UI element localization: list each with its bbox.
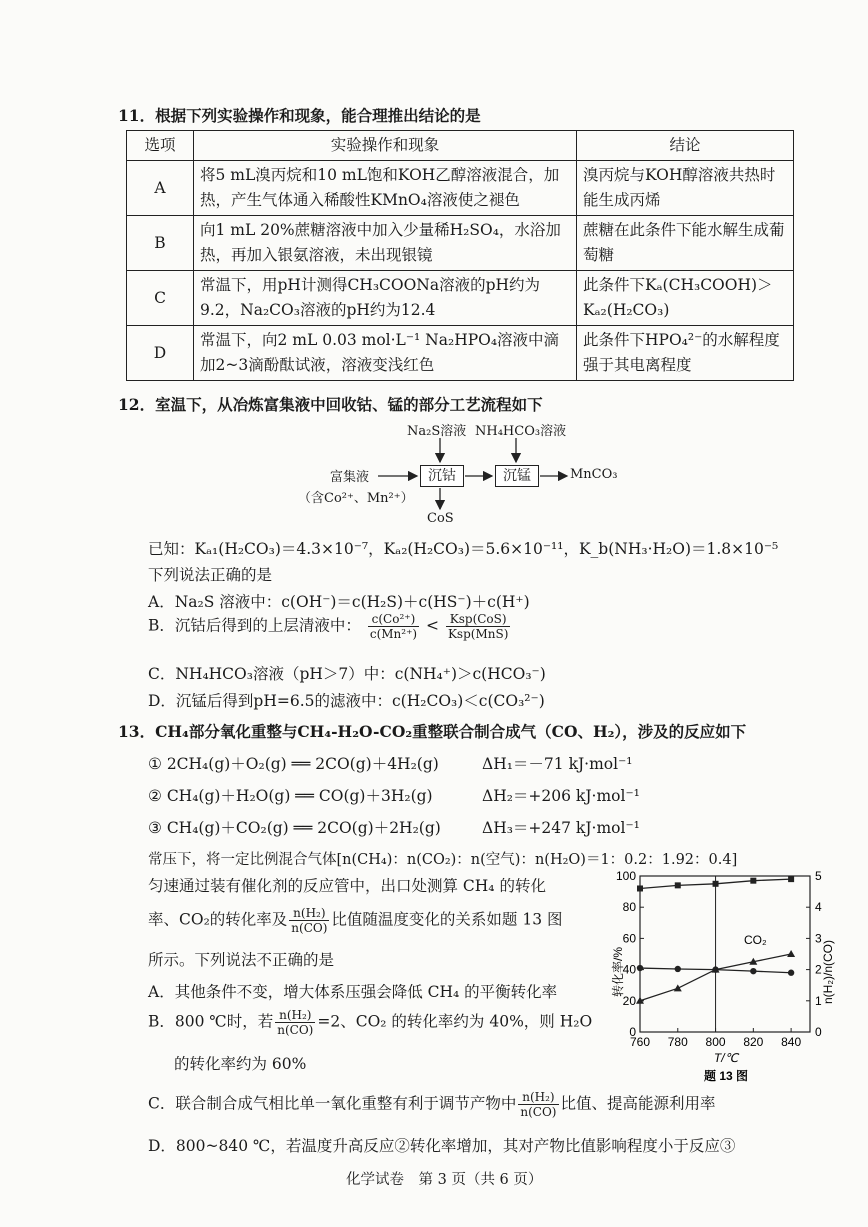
chart-ticks xyxy=(616,869,822,1049)
table-row xyxy=(127,271,794,326)
frac-denominator: n(CO) xyxy=(520,1105,557,1119)
series-1-point xyxy=(750,878,756,884)
y-right-tick-label: 1 xyxy=(815,993,822,1008)
series-3-point xyxy=(637,965,643,971)
chart-caption: 题 13 图 xyxy=(703,1069,749,1083)
q12-option-b-text: B．沉钴后得到的上层清液中： xyxy=(148,616,361,635)
q13-stem: 13．CH₄部分氧化重整与CH₄-H₂O-CO₂重整联合制合成气（CO、H₂），涉及的反应如下 xyxy=(118,722,747,741)
q13-option-b-fraction xyxy=(275,1008,315,1037)
x-tick-label: 800 xyxy=(705,1035,726,1049)
y-right-tick-label: 4 xyxy=(815,900,822,915)
x-tick-label: 840 xyxy=(781,1035,802,1049)
q13-enthalpy-1: ΔH₁＝－71 kJ·mol⁻¹ xyxy=(482,755,633,773)
q11-table xyxy=(126,130,794,381)
q13-option-c-1: C．联合制合成气相比单一氧化重整有利于调节产物中 xyxy=(148,1094,517,1113)
row-operation: 常温下，用pH计测得CH₃COONa溶液的pH约为9.2，Na₂CO₃溶液的pH约为12.4 xyxy=(194,271,577,326)
x-tick-label: 760 xyxy=(629,1035,651,1049)
chart-series-label-co2: CO₂ xyxy=(744,933,767,947)
q13-para-1: 常压下，将一定比例混合气体[n(CH₄)：n(CO₂)：n(空气)：n(H₂O)＝1：0.2：1.92：0.4] xyxy=(148,852,738,868)
q13-chart xyxy=(600,862,835,1097)
frac-numerator: n(H₂) xyxy=(275,1008,315,1023)
frac-numerator: c(Co²⁺) xyxy=(368,612,419,627)
frac-denominator: n(CO) xyxy=(277,1023,314,1037)
table-header-row xyxy=(127,131,794,161)
row-option: D xyxy=(127,326,194,381)
y-right-tick-label: 3 xyxy=(815,931,822,946)
chart-xlabel: T/℃ xyxy=(713,1051,739,1065)
flow-reagent-nh4hco3: NH₄HCO₃溶液 xyxy=(475,424,567,439)
q13-option-c-2: 比值、提高能源利用率 xyxy=(560,1094,716,1113)
row-option: C xyxy=(127,271,194,326)
q13-para-3 xyxy=(148,906,563,935)
series-1-point xyxy=(713,881,719,887)
q13-option-a: A．其他条件不变，增大体系压强会降低 CH₄ 的平衡转化率 xyxy=(148,983,558,1001)
x-tick-label: 820 xyxy=(743,1035,764,1049)
y-left-tick-label: 80 xyxy=(622,900,636,915)
q12-option-a: A．Na₂S 溶液中：c(OH⁻)＝c(H₂S)＋c(HS⁻)＋c(H⁺) xyxy=(148,593,530,611)
header-option: 选项 xyxy=(127,131,194,161)
frac-denominator: c(Mn²⁺) xyxy=(369,627,418,641)
flow-step-cobalt: 沉钴 xyxy=(420,465,464,487)
row-conclusion: 蔗糖在此条件下能水解生成葡萄糖 xyxy=(577,216,794,271)
header-operation: 实验操作和现象 xyxy=(194,131,577,161)
page-footer: 化学试卷 第 3 页（共 6 页） xyxy=(346,1172,543,1188)
q13-ratio-fraction xyxy=(289,906,329,935)
y-left-tick-label: 0 xyxy=(629,1025,636,1039)
q13-para-3-a: 率、CO₂的转化率及 xyxy=(148,910,288,929)
series-3-point xyxy=(788,970,794,976)
y-left-tick-label: 100 xyxy=(615,869,636,883)
frac-denominator: n(CO) xyxy=(291,921,328,935)
series-3-point xyxy=(750,968,756,974)
row-operation: 将5 mL溴丙烷和10 mL饱和KOH乙醇溶液混合，加热，产生气体通入稀酸性KMnO₄溶液使之褪色 xyxy=(194,161,577,216)
table-row xyxy=(127,161,794,216)
q12-option-d: D．沉锰后得到pH=6.5的滤液中：c(H₂CO₃)＜c(CO₃²⁻) xyxy=(148,692,545,710)
y-right-tick-label: 5 xyxy=(815,869,822,883)
frac-denominator: Ksp(MnS) xyxy=(447,627,509,641)
frac-numerator: Ksp(CoS) xyxy=(446,612,510,627)
q13-para-2: 匀速通过装有催化剂的反应管中，出口处测算 CH₄ 的转化 xyxy=(148,877,546,895)
series-1-point xyxy=(675,882,681,888)
row-option: A xyxy=(127,161,194,216)
q13-option-d: D．800~840 ℃，若温度升高反应②转化率增加，其对产物比值影响程度小于反应③ xyxy=(148,1137,736,1155)
q13-reaction-2: ② CH₄(g)＋H₂O(g) ══ CO(g)＋3H₂(g) xyxy=(148,787,433,805)
q13-enthalpy-3: ΔH₃＝+247 kJ·mol⁻¹ xyxy=(482,819,640,837)
q13-para-4: 所示。下列说法不正确的是 xyxy=(148,951,335,969)
y-right-tick-label: 2 xyxy=(815,962,822,977)
q12-option-b-fraction-1 xyxy=(368,612,419,641)
q12-option-b-lt: < xyxy=(426,616,440,635)
x-tick-label: 780 xyxy=(667,1035,688,1049)
frac-numerator: n(H₂) xyxy=(518,1090,558,1105)
row-operation: 向1 mL 20%蔗糖溶液中加入少量稀H₂SO₄，水浴加热，再加入银氨溶液，未出现银镜 xyxy=(194,216,577,271)
flow-product: MnCO₃ xyxy=(570,467,618,482)
row-conclusion: 溴丙烷与KOH醇溶液共热时能生成丙烯 xyxy=(577,161,794,216)
row-operation: 常温下，向2 mL 0.03 mol·L⁻¹ Na₂HPO₄溶液中滴加2~3滴酚酞试液，溶液变浅红色 xyxy=(194,326,577,381)
chart-ylabel-right: n(H₂)/n(CO) xyxy=(821,940,835,1004)
q12-option-b-fraction-2 xyxy=(446,612,510,641)
table-row xyxy=(127,326,794,381)
y-right-tick-label: 0 xyxy=(815,1025,822,1039)
q13-option-b xyxy=(148,1008,592,1037)
chart-ylabel-left: 转化率/% xyxy=(611,946,625,998)
series-2-point xyxy=(787,950,795,957)
table-row xyxy=(127,216,794,271)
q12-stem: 12．室温下，从冶炼富集液中回收钴、锰的部分工艺流程如下 xyxy=(118,395,543,414)
q13-enthalpy-2: ΔH₂＝+206 kJ·mol⁻¹ xyxy=(482,787,640,805)
row-conclusion: 此条件下HPO₄²⁻的水解程度强于其电离程度 xyxy=(577,326,794,381)
y-left-tick-label: 40 xyxy=(622,962,636,977)
series-3-point xyxy=(712,966,718,972)
q12-option-b xyxy=(148,612,512,641)
q12-ask: 下列说法正确的是 xyxy=(148,566,273,584)
series-3-point xyxy=(675,966,681,972)
flow-reagent-na2s: Na₂S溶液 xyxy=(407,424,467,439)
q12-known: 已知：Kₐ₁(H₂CO₃)＝4.3×10⁻⁷，Kₐ₂(H₂CO₃)＝5.6×10⁻¹¹，K_b(NH₃·H₂O)＝1.8×10⁻⁵ xyxy=(148,540,779,558)
chart-plot-box xyxy=(640,876,810,1032)
q12-option-c: C．NH₄HCO₃溶液（pH＞7）中：c(NH₄⁺)＞c(HCO₃⁻) xyxy=(148,665,546,683)
flow-feed: 富集液 xyxy=(330,470,370,485)
series-2-point xyxy=(674,984,682,991)
flow-feed-note: （含Co²⁺、Mn²⁺） xyxy=(298,491,414,506)
q13-reaction-3: ③ CH₄(g)＋CO₂(g) ══ 2CO(g)＋2H₂(g) xyxy=(148,819,441,837)
flow-step-manganese: 沉锰 xyxy=(495,465,539,487)
y-left-tick-label: 20 xyxy=(622,993,636,1008)
row-conclusion: 此条件下Kₐ(CH₃COOH)＞Kₐ₂(H₂CO₃) xyxy=(577,271,794,326)
q13-option-b-cont: 的转化率约为 60% xyxy=(174,1055,307,1073)
q13-option-b-1: B．800 ℃时，若 xyxy=(148,1012,274,1031)
chart-frame xyxy=(640,876,810,1032)
q11-stem: 11．根据下列实验操作和现象，能合理推出结论的是 xyxy=(118,106,481,125)
q13-option-c-fraction xyxy=(518,1090,558,1119)
flow-byproduct: CoS xyxy=(427,511,454,526)
frac-numerator: n(H₂) xyxy=(289,906,329,921)
header-conclusion: 结论 xyxy=(577,131,794,161)
q13-reaction-1: ① 2CH₄(g)＋O₂(g) ══ 2CO(g)＋4H₂(g) xyxy=(148,755,439,773)
q13-para-3-b: 比值随温度变化的关系如题 13 图 xyxy=(331,910,563,929)
series-1-point xyxy=(788,876,794,882)
series-1-point xyxy=(637,885,643,891)
q13-option-b-2: =2、CO₂ 的转化率约为 40%，则 H₂O xyxy=(317,1012,593,1031)
row-option: B xyxy=(127,216,194,271)
y-left-tick-label: 60 xyxy=(622,931,636,946)
